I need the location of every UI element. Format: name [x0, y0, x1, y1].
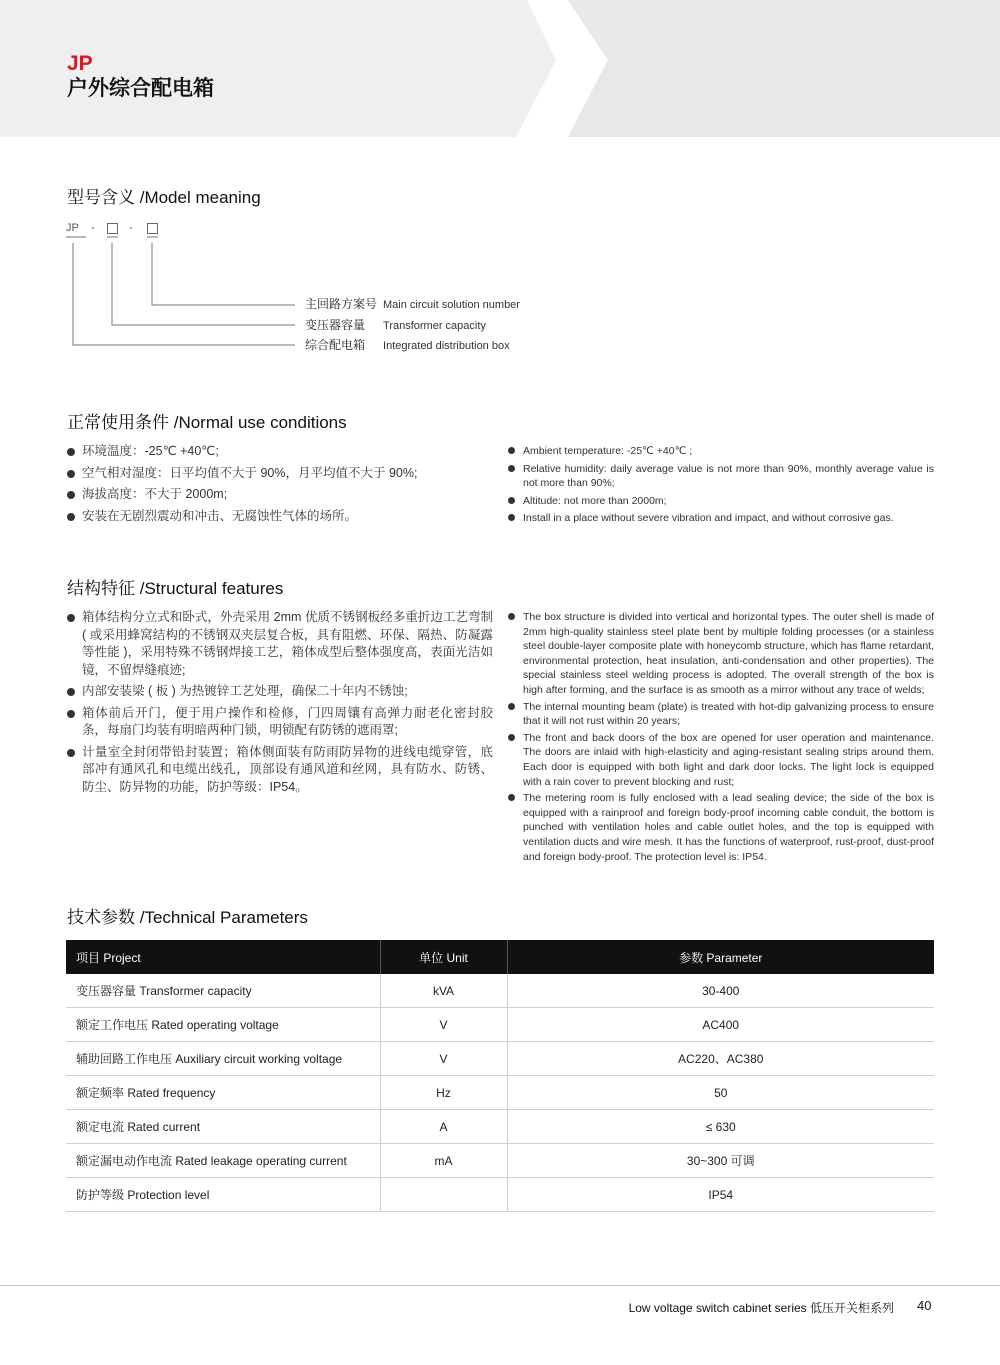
table-cell: 额定漏电动作电流 Rated leakage operating current — [66, 1144, 380, 1178]
list-item: 箱体结构分立式和卧式，外壳采用 2mm 优质不锈钢板经多重折边工艺弯制 ( 或采用蜂窝结构的不锈钢双夹层复合板，具有阻燃、环保、隔热、防凝露等性能 )，采用特殊不锈钢焊接工艺，箱体成型后整体强度高，表面光洁如镜，不留焊缝痕迹; — [67, 609, 493, 679]
structural-list-en — [508, 610, 934, 865]
table-cell: 50 — [507, 1076, 934, 1110]
page-title: 户外综合配电箱 — [67, 77, 214, 100]
list-item: 海拔高度：不大于 2000m; — [67, 486, 497, 504]
table-row — [66, 1144, 934, 1178]
section-title-structural: 结构特征 /Structural features — [67, 579, 284, 598]
table-row — [66, 1178, 934, 1212]
technical-parameters-table — [66, 940, 934, 1212]
table-cell: 额定频率 Rated frequency — [66, 1076, 380, 1110]
list-item: 环境温度：-25℃ +40℃; — [67, 443, 497, 461]
table-cell: A — [380, 1110, 507, 1144]
list-item: Altitude: not more than 2000m; — [508, 494, 934, 509]
column-header-parameter: 参数 Parameter — [507, 940, 934, 974]
table-row — [66, 1042, 934, 1076]
list-item: Install in a place without severe vibration and impact, and without corrosive gas. — [508, 511, 934, 526]
model-separator: - — [129, 222, 133, 234]
table-row — [66, 1110, 934, 1144]
table-cell — [380, 1178, 507, 1212]
model-item-transformer-capacity: 变压器容量 Transformer capacity — [305, 318, 486, 332]
list-item: The front and back doors of the box are opened for user operation and maintenance. The doors are inlaid with high-elasticity and aging-resistant sealing strips around them. Each door is equipped with both light and dark door locks. The light lock is equipped with a rain cover to prevent blocking and rust; — [508, 731, 934, 789]
column-header-project: 项目 Project — [66, 940, 380, 974]
section-title-model-meaning: 型号含义 /Model meaning — [67, 188, 261, 207]
list-item: Ambient temperature: -25℃ +40℃ ; — [508, 444, 934, 459]
footer-series-label: Low voltage switch cabinet series 低压开关柜系列 — [628, 1301, 894, 1315]
list-item: 计量室全封闭带铅封装置；箱体侧面装有防雨防异物的进线电缆穿管，底部冲有通风孔和电缆出线孔，顶部设有通风道和丝网，具有防水、防锈、防尘、防异物的功能，防护等级：IP54。 — [67, 744, 493, 797]
section-title-technical: 技术参数 /Technical Parameters — [67, 908, 308, 927]
table-cell: Hz — [380, 1076, 507, 1110]
list-item: 安装在无剧烈震动和冲击、无腐蚀性气体的场所。 — [67, 508, 497, 526]
list-item: The internal mounting beam (plate) is treated with hot-dip galvanizing process to ensure that it will not rust within 20 years; — [508, 700, 934, 729]
table-cell: IP54 — [507, 1178, 934, 1212]
table-cell: AC400 — [507, 1008, 934, 1042]
list-item: The box structure is divided into vertical and horizontal types. The outer shell is made of 2mm high-quality stainless steel plate bent by multiple folding processes (or a stainless steel double-layer composite plate with honeycomb structure, which has flame retardant, environmental protection, heat insulation, anti-condensation and other properties). The special stainless steel welding process is adopted. The overall strength of the box is high after forming, and the surface is as smooth as a mirror without any trace of welds; — [508, 610, 934, 698]
list-item: The metering room is fully enclosed with a lead sealing device; the side of the box is equipped with a rainproof and foreign body-proof incoming cable conduit, the bottom is punched with ventilation holes and cable outlet holes, and the top is equipped with ventilation ducts and wire mesh. It has the functions of waterproof, rust-proof, dust-proof and foreign body-proof. The protection level is: IP54. — [508, 791, 934, 864]
section-title-normal-use: 正常使用条件 /Normal use conditions — [67, 413, 347, 432]
table-cell: AC220、AC380 — [507, 1042, 934, 1076]
table-cell: 30-400 — [507, 974, 934, 1008]
table-cell: 额定工作电压 Rated operating voltage — [66, 1008, 380, 1042]
table-cell: 30~300 可调 — [507, 1144, 934, 1178]
normal-use-list-en — [508, 444, 934, 527]
table-cell: 额定电流 Rated current — [66, 1110, 380, 1144]
table-cell: V — [380, 1042, 507, 1076]
table-row — [66, 1008, 934, 1042]
table-cell: mA — [380, 1144, 507, 1178]
normal-use-list-cn — [67, 443, 497, 529]
table-header-row — [66, 940, 934, 974]
list-item: 空气相对湿度：日平均值不大于 90%，月平均值不大于 90%; — [67, 465, 497, 483]
footer-divider — [0, 1285, 1000, 1286]
column-header-unit: 单位 Unit — [380, 940, 507, 974]
model-prefix: JP — [66, 222, 79, 234]
page-number: 40 — [917, 1298, 932, 1313]
structural-list-cn — [67, 609, 493, 800]
table-cell: 防护等级 Protection level — [66, 1178, 380, 1212]
table-cell: 变压器容量 Transformer capacity — [66, 974, 380, 1008]
product-code: JP — [67, 52, 93, 75]
model-item-main-circuit: 主回路方案号 Main circuit solution number — [305, 297, 520, 311]
list-item: Relative humidity: daily average value is not more than 90%, monthly average value is not more than 90%; — [508, 462, 934, 491]
table-cell: 辅助回路工作电压 Auxiliary circuit working voltage — [66, 1042, 380, 1076]
table-cell: V — [380, 1008, 507, 1042]
table-cell: kVA — [380, 974, 507, 1008]
model-separator: - — [91, 222, 95, 234]
table-row — [66, 1076, 934, 1110]
list-item: 内部安装梁 ( 板 ) 为热镀锌工艺处理，确保二十年内不锈蚀; — [67, 683, 493, 701]
table-row — [66, 974, 934, 1008]
model-item-distribution-box: 综合配电箱 Integrated distribution box — [305, 338, 510, 352]
table-cell: ≤ 630 — [507, 1110, 934, 1144]
list-item: 箱体前后开门，便于用户操作和检修，门四周镶有高弹力耐老化密封胶条，每扇门均装有明暗两种门锁，明锁配有防锈的遮雨罩; — [67, 705, 493, 740]
